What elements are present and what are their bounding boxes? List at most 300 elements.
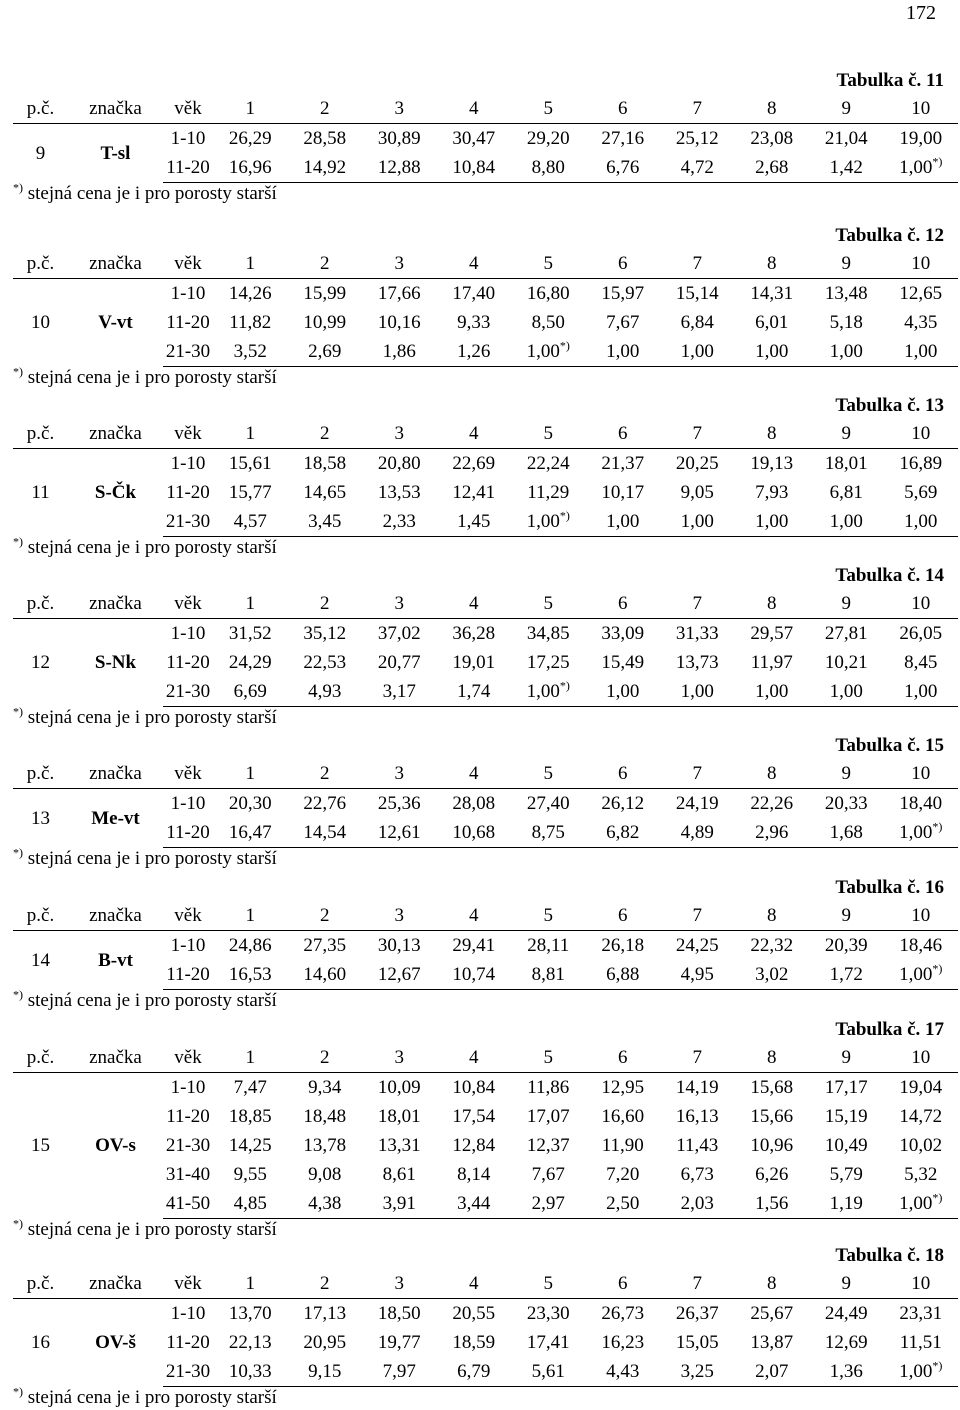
value-cell: 20,30 [228,793,272,814]
value-cell: 22,26 [750,793,794,814]
header-year: 9 [809,249,884,279]
header-year: 1 [213,94,288,124]
header-year: 3 [362,1269,437,1299]
value-cell: 9,55 [233,1164,267,1185]
value-cell: 21,04 [824,128,868,149]
header-year: 1 [213,759,288,789]
value-cell: 16,60 [601,1106,645,1127]
value-cell: 15,19 [824,1106,868,1127]
header-year: 8 [735,1043,810,1073]
value-cell: 1,86 [362,337,437,367]
value-cell: 13,70 [228,1303,272,1324]
value-cell: 20,77 [377,652,421,673]
row-vek: 1-10 [170,453,206,474]
value-cell: 23,08 [750,128,794,149]
value-cell: 15,77 [228,482,272,503]
value-cell: 14,72 [899,1106,943,1127]
value-cell: 9,05 [680,482,714,503]
value-cell: 7,67 [606,312,640,333]
table-label: Tabulka č. 13 [835,395,944,416]
header-year: 7 [660,901,735,931]
value-cell: 5,18 [829,312,863,333]
value-cell: 30,13 [377,935,421,956]
value-cell: 8,45 [904,652,938,673]
header-year: 3 [362,1043,437,1073]
value-cell: 12,65 [899,283,943,304]
value-cell: 14,92 [288,153,363,183]
footnote: *) stejná cena je i pro porosty starší [13,987,277,1011]
value-cell: 15,14 [675,283,719,304]
table-header-row [13,249,958,279]
row-vek: 11-20 [166,1332,210,1353]
value-cell: 15,61 [228,453,272,474]
header-year: 3 [362,759,437,789]
footnote-mark: *) [13,364,23,379]
value-cell: 22,76 [303,793,347,814]
footnote-mark: *) [13,987,23,1002]
row-pc: 14 [31,949,50,971]
row-vek: 1-10 [170,128,206,149]
value-cell: 26,73 [601,1303,645,1324]
footnote-mark: *) [13,845,23,860]
table-header-row [13,94,958,124]
value-cell: 6,26 [755,1164,789,1185]
value-cell: 27,81 [824,623,868,644]
row-vek: 31-40 [165,1164,211,1185]
value-cell: 10,96 [750,1135,794,1156]
value-cell: 6,76 [586,153,661,183]
header-year: 10 [884,419,959,449]
value-cell: 1,00 [586,677,661,707]
row-vek: 21-30 [163,507,213,537]
value-cell: 15,49 [601,652,645,673]
row-vek: 1-10 [170,283,206,304]
value-cell: 8,75 [511,818,586,848]
value-cell: 27,40 [526,793,570,814]
value-cell: 26,05 [899,623,943,644]
value-cell: 17,17 [824,1077,868,1098]
row-pc: 15 [31,1135,50,1157]
value-cell: 1,19 [809,1189,884,1219]
header-year: 4 [437,1043,512,1073]
value-cell: 12,67 [362,960,437,990]
value-cell: 15,99 [303,283,347,304]
header-year: 7 [660,94,735,124]
value-cell: 22,69 [452,453,496,474]
value-cell: 20,39 [824,935,868,956]
value-cell: 23,30 [526,1303,570,1324]
header-year: 7 [660,759,735,789]
price-table [13,94,958,183]
footnote: *) stejná cena je i pro porosty starší [13,364,277,388]
value-cell: 1,45 [437,507,512,537]
value-cell: 3,17 [362,677,437,707]
price-table [13,419,958,537]
header-pc: p.č. [13,589,68,619]
header-pc: p.č. [13,759,68,789]
value-cell: 18,46 [899,935,943,956]
value-cell: 28,08 [452,793,496,814]
row-pc: 13 [31,807,50,829]
value-cell: 28,58 [303,128,347,149]
value-cell: 25,36 [377,793,421,814]
value-cell: 19,13 [750,453,794,474]
header-vek: věk [163,1043,213,1073]
value-cell: 3,02 [735,960,810,990]
value-cell: 1,00 [660,677,735,707]
header-year: 2 [288,901,363,931]
footnote: *) stejná cena je i pro porosty starší [13,180,277,204]
row-znacka: V-vt [98,312,133,334]
header-pc: p.č. [13,419,68,449]
price-table [13,1269,958,1387]
row-vek: 1-10 [170,1303,206,1324]
table-row [13,619,958,649]
value-cell: 1,00 [660,507,735,537]
value-cell: 2,97 [511,1189,586,1219]
header-vek: věk [163,419,213,449]
value-cell: 10,49 [824,1135,868,1156]
value-cell: 1,00 [735,337,810,367]
value-cell: 13,48 [824,283,868,304]
row-znacka: OV-s [95,1135,136,1157]
header-year: 3 [362,94,437,124]
value-cell: 10,84 [437,153,512,183]
value-cell: 10,21 [824,652,868,673]
value-cell: 7,47 [233,1077,267,1098]
value-cell: 14,25 [228,1135,272,1156]
header-znacka: značka [68,249,163,279]
value-cell: 18,48 [303,1106,347,1127]
value-cell: 1,00 [884,507,959,537]
value-cell: 17,54 [452,1106,496,1127]
header-year: 2 [288,759,363,789]
header-znacka: značka [68,759,163,789]
value-cell: 11,29 [527,482,570,503]
row-vek: 21-30 [165,1135,211,1156]
header-znacka: značka [68,589,163,619]
value-cell: 15,68 [750,1077,794,1098]
value-cell: 1,00 [735,507,810,537]
row-vek: 11-20 [163,960,213,990]
value-cell: 2,69 [288,337,363,367]
header-year: 2 [288,1043,363,1073]
table-header-row [13,1043,958,1073]
header-year: 3 [362,901,437,931]
value-cell: 17,41 [526,1332,570,1353]
value-cell: 11,82 [229,312,272,333]
header-pc: p.č. [13,1043,68,1073]
row-znacka: S-Čk [94,482,137,504]
value-cell: 20,95 [303,1332,347,1353]
header-year: 9 [809,589,884,619]
value-cell: 16,23 [601,1332,645,1353]
value-cell: 1,00 [586,337,661,367]
value-cell: 4,85 [213,1189,288,1219]
value-cell: 1,00*) [884,153,959,183]
value-cell: 10,99 [303,312,347,333]
header-year: 5 [511,589,586,619]
value-cell: 20,25 [675,453,719,474]
header-pc: p.č. [13,1269,68,1299]
value-cell: 1,72 [809,960,884,990]
value-cell: 1,00*) [511,337,586,367]
header-year: 3 [362,249,437,279]
header-year: 6 [586,901,661,931]
table-row [13,931,958,961]
footnote-mark: *) [559,338,570,353]
row-vek: 21-30 [163,677,213,707]
value-cell: 26,37 [675,1303,719,1324]
header-year: 1 [213,901,288,931]
value-cell: 4,89 [660,818,735,848]
value-cell: 8,81 [511,960,586,990]
header-year: 5 [511,1269,586,1299]
value-cell: 9,08 [308,1164,342,1185]
header-year: 7 [660,1269,735,1299]
value-cell: 13,31 [377,1135,421,1156]
value-cell: 22,32 [750,935,794,956]
header-year: 8 [735,94,810,124]
header-year: 1 [213,1269,288,1299]
footnote-mark: *) [559,508,570,523]
table-label: Tabulka č. 15 [835,735,944,756]
value-cell: 1,00 [660,337,735,367]
value-cell: 15,66 [750,1106,794,1127]
header-year: 8 [735,249,810,279]
header-vek: věk [163,589,213,619]
table-label: Tabulka č. 18 [835,1245,944,1266]
value-cell: 19,00 [899,128,943,149]
value-cell: 13,87 [750,1332,794,1353]
value-cell: 11,97 [750,652,793,673]
value-cell: 10,16 [377,312,421,333]
footnote-mark: *) [932,819,943,834]
value-cell: 17,40 [452,283,496,304]
value-cell: 5,32 [904,1164,938,1185]
value-cell: 5,79 [829,1164,863,1185]
header-year: 2 [288,249,363,279]
value-cell: 9,15 [288,1357,363,1387]
value-cell: 1,26 [437,337,512,367]
footnote-mark: *) [13,1216,23,1231]
header-year: 9 [809,759,884,789]
value-cell: 4,72 [660,153,735,183]
header-year: 6 [586,589,661,619]
header-year: 3 [362,419,437,449]
value-cell: 21,37 [601,453,645,474]
value-cell: 28,11 [527,935,570,956]
header-year: 6 [586,1043,661,1073]
value-cell: 2,50 [586,1189,661,1219]
footnote: *) stejná cena je i pro porosty starší [13,1384,277,1408]
value-cell: 11,51 [899,1332,942,1353]
value-cell: 13,78 [303,1135,347,1156]
footnote-mark: *) [932,1358,943,1373]
header-year: 10 [884,901,959,931]
table-row [13,279,958,309]
value-cell: 31,52 [228,623,272,644]
header-znacka: značka [68,1043,163,1073]
price-table [13,249,958,367]
value-cell: 9,33 [457,312,491,333]
value-cell: 4,38 [288,1189,363,1219]
row-znacka: B-vt [98,949,133,971]
value-cell: 26,18 [601,935,645,956]
value-cell: 22,13 [228,1332,272,1353]
value-cell: 1,00*) [884,1357,959,1387]
header-year: 10 [884,589,959,619]
value-cell: 36,28 [452,623,496,644]
header-year: 4 [437,759,512,789]
value-cell: 29,57 [750,623,794,644]
value-cell: 18,85 [228,1106,272,1127]
header-year: 5 [511,1043,586,1073]
footnote-mark: *) [13,704,23,719]
value-cell: 23,31 [899,1303,943,1324]
header-year: 9 [809,94,884,124]
value-cell: 1,00*) [511,677,586,707]
header-vek: věk [163,901,213,931]
value-cell: 2,68 [735,153,810,183]
value-cell: 30,47 [452,128,496,149]
footnote-mark: *) [932,1190,943,1205]
value-cell: 8,61 [382,1164,416,1185]
header-year: 6 [586,1269,661,1299]
footnote-mark: *) [13,1384,23,1399]
table-row [13,789,958,819]
value-cell: 14,26 [228,283,272,304]
value-cell: 8,14 [457,1164,491,1185]
footnote-mark: *) [559,678,570,693]
value-cell: 12,84 [452,1135,496,1156]
header-znacka: značka [68,419,163,449]
footnote: *) stejná cena je i pro porosty starší [13,845,277,869]
value-cell: 4,93 [288,677,363,707]
row-pc: 12 [31,652,50,674]
value-cell: 27,35 [303,935,347,956]
header-year: 9 [809,901,884,931]
header-year: 6 [586,419,661,449]
header-year: 10 [884,249,959,279]
table-header-row [13,589,958,619]
value-cell: 12,41 [452,482,496,503]
value-cell: 5,69 [904,482,938,503]
value-cell: 11,90 [601,1135,644,1156]
value-cell: 11,43 [676,1135,719,1156]
value-cell: 16,53 [213,960,288,990]
header-year: 4 [437,901,512,931]
value-cell: 19,77 [377,1332,421,1353]
value-cell: 16,47 [213,818,288,848]
header-vek: věk [163,759,213,789]
header-year: 1 [213,589,288,619]
value-cell: 14,60 [288,960,363,990]
value-cell: 16,96 [213,153,288,183]
header-vek: věk [163,94,213,124]
header-year: 2 [288,94,363,124]
value-cell: 2,07 [735,1357,810,1387]
price-table [13,589,958,707]
header-year: 3 [362,589,437,619]
value-cell: 12,69 [824,1332,868,1353]
header-year: 7 [660,249,735,279]
value-cell: 4,35 [904,312,938,333]
row-vek: 11-20 [163,818,213,848]
value-cell: 12,37 [526,1135,570,1156]
header-year: 4 [437,419,512,449]
value-cell: 10,74 [437,960,512,990]
header-year: 8 [735,419,810,449]
table-label: Tabulka č. 17 [835,1019,944,1040]
value-cell: 34,85 [526,623,570,644]
value-cell: 4,43 [586,1357,661,1387]
header-year: 9 [809,1043,884,1073]
row-vek: 1-10 [170,623,206,644]
row-vek: 41-50 [163,1189,213,1219]
value-cell: 16,13 [675,1106,719,1127]
value-cell: 26,29 [228,128,272,149]
value-cell: 26,12 [601,793,645,814]
header-znacka: značka [68,94,163,124]
page-number: 172 [906,2,936,24]
value-cell: 22,24 [526,453,570,474]
value-cell: 1,56 [735,1189,810,1219]
row-znacka: T-sl [100,142,131,164]
header-znacka: značka [68,1269,163,1299]
value-cell: 15,05 [675,1332,719,1353]
value-cell: 27,16 [601,128,645,149]
value-cell: 20,33 [824,793,868,814]
value-cell: 24,49 [824,1303,868,1324]
value-cell: 25,12 [675,128,719,149]
header-year: 2 [288,589,363,619]
value-cell: 3,44 [437,1189,512,1219]
value-cell: 14,19 [675,1077,719,1098]
row-vek: 11-20 [166,1106,210,1127]
value-cell: 4,95 [660,960,735,990]
row-pc: 10 [31,312,50,334]
header-year: 1 [213,419,288,449]
header-year: 5 [511,759,586,789]
header-year: 6 [586,249,661,279]
value-cell: 30,89 [377,128,421,149]
header-year: 8 [735,1269,810,1299]
header-year: 7 [660,1043,735,1073]
table-header-row [13,1269,958,1299]
price-table [13,901,958,990]
header-year: 6 [586,94,661,124]
header-year: 7 [660,589,735,619]
value-cell: 18,01 [377,1106,421,1127]
header-pc: p.č. [13,94,68,124]
footnote: *) stejná cena je i pro porosty starší [13,534,277,558]
value-cell: 14,65 [303,482,347,503]
row-pc: 16 [31,1332,50,1354]
header-year: 5 [511,901,586,931]
value-cell: 1,74 [437,677,512,707]
table-label: Tabulka č. 11 [836,70,944,91]
value-cell: 19,04 [899,1077,943,1098]
header-year: 4 [437,589,512,619]
value-cell: 20,55 [452,1303,496,1324]
value-cell: 1,00*) [884,818,959,848]
value-cell: 37,02 [377,623,421,644]
value-cell: 1,00 [809,507,884,537]
header-year: 1 [213,1043,288,1073]
value-cell: 17,07 [526,1106,570,1127]
value-cell: 6,79 [437,1357,512,1387]
